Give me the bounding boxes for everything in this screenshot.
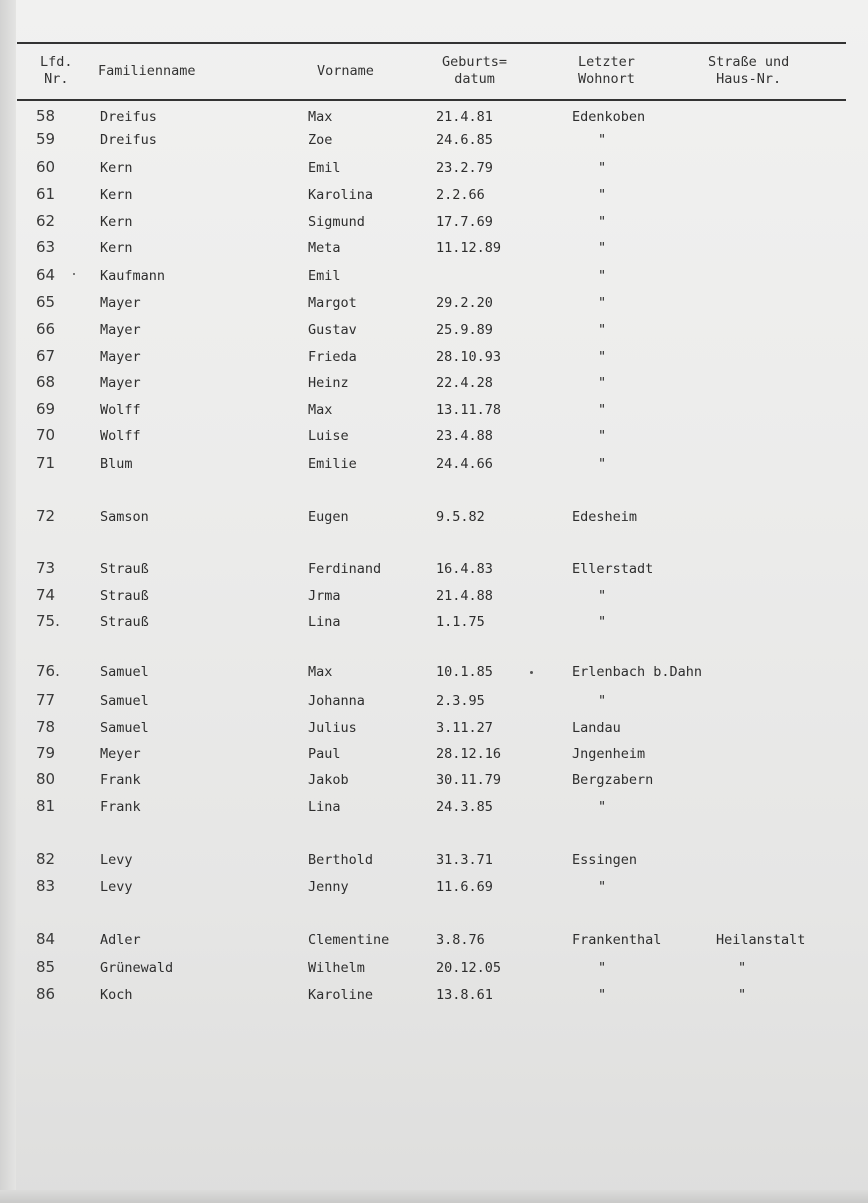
cell-name: Grünewald	[100, 960, 174, 976]
cell-name: Levy	[100, 879, 133, 895]
cell-nr: 69	[36, 400, 56, 418]
cell-name: Dreifus	[100, 132, 157, 148]
cell-nr: 70	[36, 426, 56, 444]
cell-nr: 64	[36, 266, 56, 284]
cell-nr: 74	[36, 586, 56, 604]
cell-datum: 28.12.16	[436, 746, 502, 762]
header-wohnort-line1: Letzter	[578, 54, 635, 70]
cell-name: Kern	[100, 160, 133, 176]
cell-datum: 24.4.66	[436, 456, 493, 472]
cell-nr: 83	[36, 877, 56, 895]
cell-name: Strauß	[100, 561, 149, 577]
cell-ort: "	[598, 693, 607, 709]
cell-name: Levy	[100, 852, 133, 868]
header-vorname: Vorname	[317, 63, 374, 79]
cell-vorname: Jrma	[308, 588, 341, 604]
header-strasse	[708, 54, 789, 88]
cell-nr: 63	[36, 238, 56, 256]
cell-ort: Edenkoben	[572, 109, 646, 125]
cell-name: Kern	[100, 240, 133, 256]
header-bottom-rule	[17, 99, 846, 101]
cell-name: Meyer	[100, 746, 141, 762]
cell-nr: 59	[36, 130, 56, 148]
cell-ort: "	[598, 588, 607, 604]
header-strasse-line2: Haus-Nr.	[716, 71, 782, 87]
cell-datum: 29.2.20	[436, 295, 493, 311]
cell-nr: 71	[36, 454, 56, 472]
cell-ort: Bergzabern	[572, 772, 654, 788]
cell-strasse: "	[738, 987, 747, 1003]
cell-vorname: Emil	[308, 160, 341, 176]
cell-name: Wolff	[100, 428, 141, 444]
cell-datum: 23.2.79	[436, 160, 493, 176]
cell-datum: 20.12.05	[436, 960, 502, 976]
cell-name: Frank	[100, 772, 141, 788]
cell-datum: 16.4.83	[436, 561, 493, 577]
cell-vorname: Frieda	[308, 349, 357, 365]
cell-ort: "	[598, 879, 607, 895]
cell-datum: 24.6.85	[436, 132, 493, 148]
cell-ort: "	[598, 132, 607, 148]
cell-datum: 13.8.61	[436, 987, 493, 1003]
cell-strasse: Heilanstalt	[716, 932, 806, 948]
cell-name: Koch	[100, 987, 133, 1003]
cell-ort: Frankenthal	[572, 932, 662, 948]
cell-name: Samson	[100, 509, 149, 525]
cell-name: Mayer	[100, 322, 141, 338]
cell-vorname: Max	[308, 109, 333, 125]
header-strasse-line1: Straße und	[708, 54, 790, 70]
cell-ort: "	[598, 295, 607, 311]
cell-ort: "	[598, 960, 607, 976]
cell-nr: 60	[36, 158, 56, 176]
cell-ort: "	[598, 240, 607, 256]
cell-ort: "	[598, 428, 607, 444]
cell-ort: Edesheim	[572, 509, 638, 525]
cell-ort: "	[598, 322, 607, 338]
cell-nr: 79	[36, 744, 56, 762]
cell-vorname: Paul	[308, 746, 341, 762]
cell-vorname: Berthold	[308, 852, 374, 868]
cell-datum: 21.4.88	[436, 588, 493, 604]
cell-nr: 84	[36, 930, 56, 948]
cell-datum: 10.1.85	[436, 664, 493, 680]
cell-datum: 2.2.66	[436, 187, 485, 203]
cell-datum: 2.3.95	[436, 693, 485, 709]
cell-vorname: Emil	[308, 268, 341, 284]
header-lfd-nr-line1: Lfd.	[40, 54, 73, 70]
cell-name: Strauß	[100, 614, 149, 630]
cell-datum: 1.1.75	[436, 614, 485, 630]
cell-name: Strauß	[100, 588, 149, 604]
cell-nr: 67	[36, 347, 56, 365]
cell-vorname: Margot	[308, 295, 357, 311]
cell-nr: 78	[36, 718, 56, 736]
cell-vorname: Clementine	[308, 932, 390, 948]
cell-nr: 72	[36, 507, 56, 525]
cell-nr: 58	[36, 107, 56, 125]
cell-name: Mayer	[100, 375, 141, 391]
cell-ort: Erlenbach b.Dahn	[572, 664, 703, 680]
header-geburtsdatum-line1: Geburts=	[442, 54, 508, 70]
cell-vorname: Luise	[308, 428, 349, 444]
cell-vorname: Zoe	[308, 132, 333, 148]
cell-nr: 81	[36, 797, 56, 815]
cell-nr: 82	[36, 850, 56, 868]
header-geburtsdatum-line2: datum	[454, 71, 495, 87]
cell-datum: 28.10.93	[436, 349, 502, 365]
cell-ort: "	[598, 799, 607, 815]
cell-nr: 61	[36, 185, 56, 203]
cell-vorname: Julius	[308, 720, 357, 736]
cell-datum: 21.4.81	[436, 109, 493, 125]
cell-name: Frank	[100, 799, 141, 815]
cell-ort: "	[598, 268, 607, 284]
cell-name: Samuel	[100, 664, 149, 680]
cell-ort: "	[598, 614, 607, 630]
cell-vorname: Gustav	[308, 322, 357, 338]
header-familienname: Familienname	[98, 63, 196, 79]
cell-vorname: Emilie	[308, 456, 357, 472]
cell-nr: 77	[36, 691, 56, 709]
cell-nr: 80	[36, 770, 56, 788]
cell-name: Adler	[100, 932, 141, 948]
cell-nr: 62	[36, 212, 56, 230]
header-lfd-nr	[40, 54, 73, 88]
cell-name: Kaufmann	[100, 268, 166, 284]
cell-nr: 66	[36, 320, 56, 338]
cell-name: Dreifus	[100, 109, 157, 125]
cell-vorname: Sigmund	[308, 214, 365, 230]
cell-ort: "	[598, 160, 607, 176]
cell-datum: 3.8.76	[436, 932, 485, 948]
cell-strasse: "	[738, 960, 747, 976]
cell-vorname: Wilhelm	[308, 960, 365, 976]
cell-name: Kern	[100, 214, 133, 230]
cell-ort: "	[598, 375, 607, 391]
cell-ort: "	[598, 456, 607, 472]
cell-vorname: Max	[308, 402, 333, 418]
header-geburtsdatum	[442, 54, 507, 88]
cell-ort: "	[598, 214, 607, 230]
cell-nr: 85	[36, 958, 56, 976]
cell-ort: "	[598, 402, 607, 418]
cell-vorname: Karoline	[308, 987, 374, 1003]
header-lfd-nr-line2: Nr.	[44, 71, 69, 87]
page-left-edge	[0, 0, 16, 1203]
cell-datum: 30.11.79	[436, 772, 502, 788]
cell-name: Blum	[100, 456, 133, 472]
cell-name: Wolff	[100, 402, 141, 418]
cell-vorname: Heinz	[308, 375, 349, 391]
cell-ort: Jngenheim	[572, 746, 646, 762]
cell-vorname: Jakob	[308, 772, 349, 788]
cell-datum: 11.6.69	[436, 879, 493, 895]
cell-ort: "	[598, 187, 607, 203]
cell-vorname: Jenny	[308, 879, 349, 895]
cell-datum: 25.9.89	[436, 322, 493, 338]
cell-ort: Landau	[572, 720, 621, 736]
cell-nr: 75.	[36, 612, 60, 630]
cell-datum: 3.11.27	[436, 720, 493, 736]
cell-name: Mayer	[100, 349, 141, 365]
cell-nr: 65	[36, 293, 56, 311]
cell-datum: 13.11.78	[436, 402, 502, 418]
cell-datum: 9.5.82	[436, 509, 485, 525]
cell-name: Samuel	[100, 693, 149, 709]
cell-vorname: Lina	[308, 614, 341, 630]
cell-datum: 22.4.28	[436, 375, 493, 391]
cell-nr: 76.	[36, 662, 60, 680]
cell-nr: 86	[36, 985, 56, 1003]
cell-vorname: Meta	[308, 240, 341, 256]
cell-datum: 17.7.69	[436, 214, 493, 230]
header-wohnort	[578, 54, 635, 88]
cell-name: Samuel	[100, 720, 149, 736]
cell-vorname: Lina	[308, 799, 341, 815]
ink-speck	[530, 671, 533, 674]
cell-vorname: Karolina	[308, 187, 374, 203]
cell-ort: Ellerstadt	[572, 561, 654, 577]
header-top-rule	[17, 42, 846, 44]
cell-ort: Essingen	[572, 852, 638, 868]
cell-vorname: Max	[308, 664, 333, 680]
cell-datum: 11.12.89	[436, 240, 502, 256]
cell-datum: 24.3.85	[436, 799, 493, 815]
cell-name: Mayer	[100, 295, 141, 311]
cell-nr: 73	[36, 559, 56, 577]
ink-speck	[73, 273, 75, 275]
cell-nr: 68	[36, 373, 56, 391]
cell-vorname: Ferdinand	[308, 561, 382, 577]
cell-vorname: Eugen	[308, 509, 349, 525]
cell-vorname: Johanna	[308, 693, 365, 709]
page-bottom-edge	[0, 1190, 868, 1203]
cell-ort: "	[598, 349, 607, 365]
cell-datum: 23.4.88	[436, 428, 493, 444]
header-wohnort-line2: Wohnort	[578, 71, 635, 87]
cell-ort: "	[598, 987, 607, 1003]
cell-name: Kern	[100, 187, 133, 203]
cell-datum: 31.3.71	[436, 852, 493, 868]
